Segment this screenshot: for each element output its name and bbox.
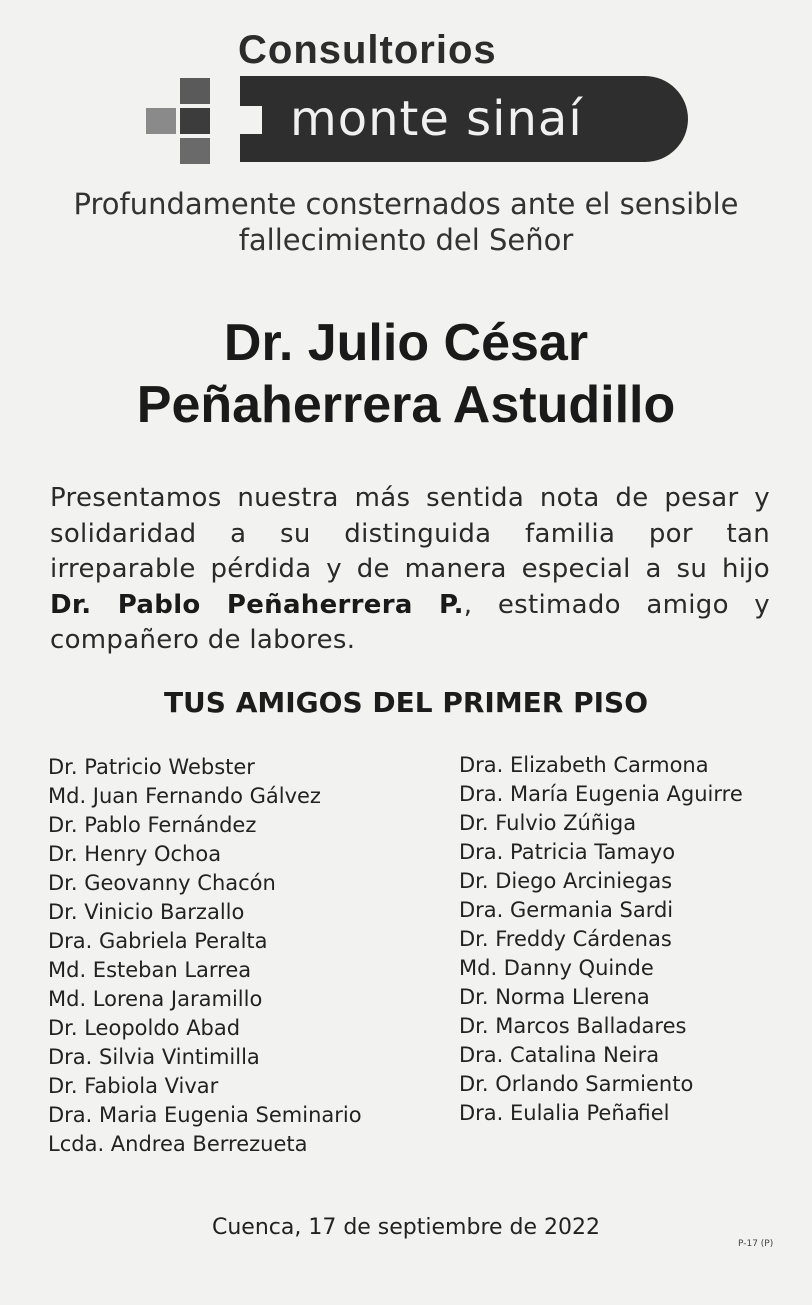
friend-name: Md. Lorena Jaramillo [48, 987, 263, 1011]
friend-name: Dr. Norma Llerena [459, 985, 650, 1009]
message-part-1: Presentamos nuestra más sentida nota de pesar y solidaridad a su distinguida familia por tan irreparable pérdida y de manera especial a su hijo [50, 483, 770, 584]
friend-name: Dr. Marcos Balladares [459, 1014, 687, 1038]
logo-banner-text: monte sinaí [290, 91, 583, 147]
friends-list-right [459, 751, 743, 1128]
friend-name: Dr. Fulvio Zúñiga [459, 811, 637, 835]
friend-name: Md. Danny Quinde [459, 956, 654, 980]
friend-name: Dr. Orlando Sarmiento [459, 1072, 694, 1096]
friend-name: Dra. Gabriela Peralta [48, 929, 268, 953]
friend-name: Dr. Pablo Fernández [48, 813, 257, 837]
friend-name: Dra. Silvia Vintimilla [48, 1045, 260, 1069]
friend-name: Md. Juan Fernando Gálvez [48, 784, 321, 808]
logo-title: Consultorios [238, 28, 497, 72]
friend-name: Dr. Vinicio Barzallo [48, 900, 245, 924]
friend-name: Dra. Germania Sardi [459, 898, 674, 922]
friend-name: Dra. Maria Eugenia Seminario [48, 1103, 362, 1127]
friend-name: Dra. Patricia Tamayo [459, 840, 676, 864]
friend-name: Dr. Freddy Cárdenas [459, 927, 672, 951]
friend-name: Dr. Geovanny Chacón [48, 871, 276, 895]
friend-name: Dra. María Eugenia Aguirre [459, 782, 743, 806]
deceased-name [20, 312, 792, 436]
friend-name: Dr. Leopoldo Abad [48, 1016, 241, 1040]
group-title: TUS AMIGOS DEL PRIMER PISO [163, 686, 649, 719]
friend-name: Dra. Eulalia Peñafiel [459, 1101, 670, 1125]
message-part-2: , estimado amigo y compañero de labores. [50, 589, 770, 655]
intro-text [40, 186, 772, 258]
intro-line-2: fallecimiento del Señor [238, 223, 574, 257]
publication-code: P-17 (P) [738, 1239, 774, 1249]
friend-name: Lcda. Andrea Berrezueta [48, 1132, 308, 1156]
friend-name: Dr. Diego Arciniegas [459, 869, 673, 893]
banner-notch [240, 106, 262, 134]
friends-list-left [48, 753, 362, 1159]
intro-line-1: Profundamente consternados ante el sensible [73, 187, 739, 221]
friend-name: Dra. Catalina Neira [459, 1043, 660, 1067]
friend-name: Md. Esteban Larrea [48, 958, 252, 982]
date-location: Cuenca, 17 de septiembre de 2022 [211, 1215, 601, 1240]
friend-name: Dr. Patricio Webster [48, 755, 255, 779]
friend-name: Dr. Henry Ochoa [48, 842, 222, 866]
deceased-name-line-1: Dr. Julio César [223, 314, 589, 372]
logo-banner [240, 76, 688, 162]
friend-name: Dr. Fabiola Vivar [48, 1074, 219, 1098]
condolence-message [50, 481, 770, 659]
message-son-name: Dr. Pablo Peñaherrera P. [50, 589, 464, 620]
deceased-name-line-2: Peñaherrera Astudillo [136, 376, 676, 434]
friend-name: Dra. Elizabeth Carmona [459, 753, 709, 777]
